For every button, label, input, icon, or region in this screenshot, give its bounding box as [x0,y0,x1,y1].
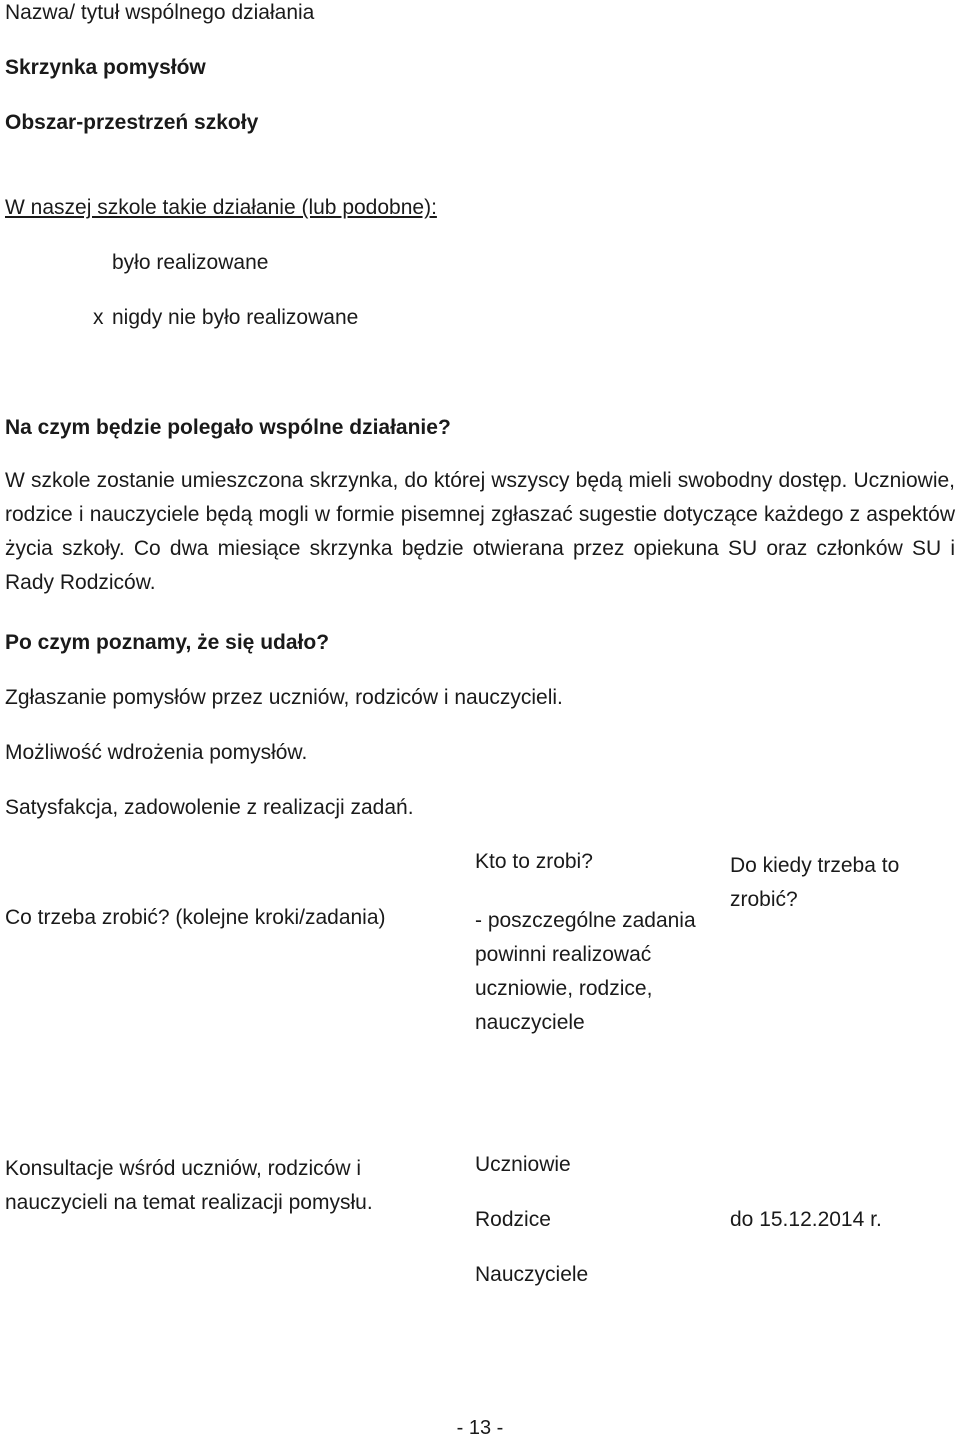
who-cell: Rodzice [475,1208,551,1231]
status-question: W naszej szkole takie działanie (lub podobne): [5,196,437,219]
title-label: Nazwa/ tytuł wspólnego działania [5,1,315,24]
column-header-tasks: Co trzeba zrobić? (kolejne kroki/zadania) [5,906,386,929]
deadline-cell: do 15.12.2014 r. [730,1208,882,1231]
column-header-deadline: Do kiedy trzeba to zrobić? [730,854,900,911]
page-number: - 13 - [456,1417,504,1439]
column-header-who: Kto to zrobi? [475,850,593,873]
who-cell: Nauczyciele [475,1263,589,1286]
success-item: Możliwość wdrożenia pomysłów. [5,741,308,764]
option-mark: x [93,306,104,329]
task-cell: Konsultacje wśród uczniów, rodziców i nauczycieli na temat realizacji pomysłu. [5,1157,373,1214]
success-item: Satysfakcja, zadowolenie z realizacji zadań. [5,796,414,819]
option-text: było realizowane [112,251,269,274]
action-name: Skrzynka pomysłów [5,56,206,79]
who-note: - poszczególne zadania powinni realizować uczniowie, rodzice, nauczyciele [475,909,696,1034]
area-label: Obszar-przestrzeń szkoły [5,111,259,134]
option-text: nigdy nie było realizowane [112,306,359,329]
description-paragraph: W szkole zostanie umieszczona skrzynka, do której wszyscy będą mieli swobodny dostęp. Uczniowie, rodzice i nauczyciele będą mogli w formie pisemnej zgłaszać sugestie dotyczące każdego z aspektów życia szkoły. Co dwa miesiące skrzynka będzie otwierana przez opiekuna SU oraz członków SU i Rady Rodziców. [5,469,955,594]
success-heading: Po czym poznamy, że się udało? [5,631,330,654]
who-cell: Uczniowie [475,1153,571,1176]
description-heading: Na czym będzie polegało wspólne działanie? [5,416,451,439]
success-item: Zgłaszanie pomysłów przez uczniów, rodziców i nauczycieli. [5,686,563,709]
